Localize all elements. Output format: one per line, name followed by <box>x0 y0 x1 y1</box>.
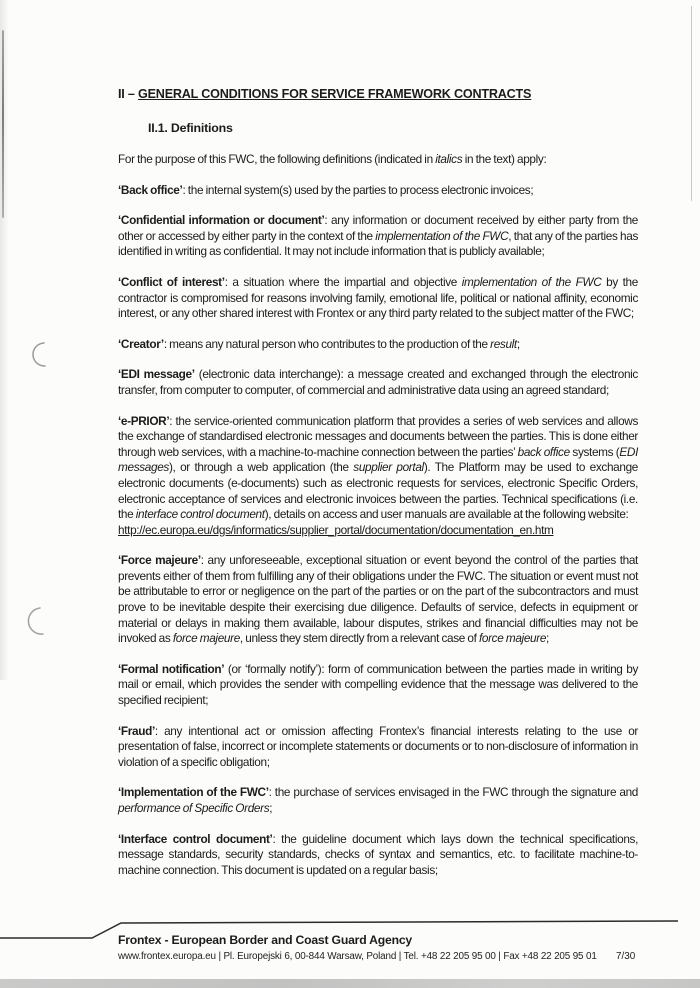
text-run: : the service-oriented communication platform that provides a series of web services and allows the exchange of standardised electronic messages and documents between the parties. This is done either through web services, with a machine-to-machine connection between the parties’ <box>118 413 638 459</box>
text-run: ‘Fraud’ <box>118 723 155 738</box>
definition-formal-notification <box>118 662 638 709</box>
definition-confidential-information <box>118 213 638 260</box>
text-run: force majeure <box>478 631 547 646</box>
document-body <box>118 152 638 878</box>
text-run: in the text) apply: <box>462 152 547 166</box>
definition-conflict-of-interest <box>118 275 638 322</box>
definition-intro <box>118 152 638 168</box>
text-run: ‘Interface control document’ <box>118 831 273 846</box>
text-run: : the purchase of services envisaged in the FWC through the signature and <box>268 785 638 800</box>
footer-agency-name: Frontex - European Border and Coast Guard Agency <box>118 933 413 947</box>
text-run: interface control document <box>135 507 265 522</box>
section-heading-number: II – <box>118 87 138 101</box>
footer-page-number: 7/30 <box>616 951 636 962</box>
text-run: performance of Specific Orders <box>118 801 270 815</box>
text-run: by the contractor is compromised for reasons involving family, emotional life, political or national affinity, economic interest, or any other shared interest with Frontex or any third party related to the subject matter of the FWC; <box>118 274 638 321</box>
text-run: , unless they stem directly from a relevant case of <box>239 631 479 646</box>
text-run: force majeure <box>172 631 240 646</box>
text-run: , that any of the parties has identified in writing as confidential. It may not include information that is publicly available; <box>118 228 639 259</box>
text-run: EDI messages <box>118 444 638 475</box>
definition-creator <box>118 337 638 353</box>
text-run: : the guideline document which lays down the technical specifications, message standards, security standards, checks of syntax and semantics, etc. to facilitate machine-to-machine connection. This document is updated on a regular basis; <box>118 831 639 877</box>
text-run: ‘e-PRIOR’ <box>118 413 170 428</box>
text-run: implementation of the FWC <box>375 228 509 243</box>
bottom-scan-edge <box>0 979 700 988</box>
text-run: : any information or document received by either party from the other or accessed by either party in the context of the <box>118 213 638 243</box>
text-run: systems ( <box>569 444 620 459</box>
right-edge-scan-artifact <box>691 6 692 201</box>
text-run: : any unforeseeable, exceptional situation or event beyond the control of the parties that prevents either of them from fulfilling any of their obligations under the FWC. The situation or event must not be attributable to error or negligence on the part of the parties or on the part of the subcontractors and must prove to be inevitable despite their exercising due diligence. Defaults of service, defects in equipment or material or delays in making them available, labour disputes, strikes and financial difficulties may not be invoked as <box>118 553 638 646</box>
text-run: : the internal system(s) used by the parties to process electronic invoices; <box>182 182 534 197</box>
document-content <box>118 0 638 893</box>
footer-contact-line: www.frontex.europa.eu | Pl. Europejski 6, 00-844 Warsaw, Poland | Tel. +48 22 205 95 00 | Fax +48 22 205 95 01 <box>118 951 597 962</box>
definition-back-office <box>118 183 638 199</box>
definition-fraud <box>118 724 638 771</box>
text-run: : a situation where the impartial and objective <box>224 274 462 289</box>
punch-hole-mark-bottom <box>16 603 50 643</box>
text-run: ; <box>269 801 273 815</box>
definition-force-majeure <box>118 553 638 647</box>
text-run: italics <box>435 152 463 166</box>
definition-implementation-fwc <box>118 785 638 816</box>
text-run: ; <box>546 631 549 646</box>
text-run: ). The Platform may be used to exchange electronic documents (e-documents) such as electronic requests for services, electronic Specific Orders, electronic acceptance of services and electronic invoices between the parties. Technical specifications (i.e. the <box>118 460 639 522</box>
text-run: ‘Creator’ <box>118 336 164 351</box>
definition-interface-control-document <box>118 832 638 879</box>
text-run: ‘Formal notification’ <box>118 661 225 676</box>
text-run: ‘Force majeure’ <box>118 553 201 568</box>
text-run: ‘Confidential information or document’ <box>118 213 325 228</box>
definition-e-prior <box>118 414 638 539</box>
punch-hole-mark-top <box>20 337 52 373</box>
text-run: (or ‘formally notify’): form of communication between the parties made in writing by mail or email, which provides the sender with compelling evidence that the message was delivered to the specified recipient; <box>118 661 638 708</box>
text-run: : means any natural person who contributes to the production of the <box>163 336 491 351</box>
section-heading-title: GENERAL CONDITIONS FOR SERVICE FRAMEWORK CONTRACTS <box>138 87 532 101</box>
text-run: ‘Back office’ <box>118 182 183 197</box>
text-run: result <box>490 336 517 351</box>
text-run: : any intentional act or omission affecting Frontex’s financial interests relating to the use or presentation of false, incorrect or incomplete statements or documents or to non-disclosure of information in violation of a specific obligation; <box>118 723 638 769</box>
documentation-link: http://ec.europa.eu/dgs/informatics/supplier_portal/documentation/documentation_en.htm <box>118 522 554 537</box>
text-run: back office <box>517 444 570 459</box>
text-run: ‘Conflict of interest’ <box>118 274 225 289</box>
subsection-heading: II.1. Definitions <box>148 121 233 135</box>
left-edge-scan-artifact <box>2 30 4 218</box>
text-run: For the purpose of this FWC, the following definitions (indicated in <box>118 152 436 166</box>
definition-edi-message <box>118 367 638 398</box>
text-run: ; <box>516 336 520 351</box>
text-run: ), or through a web application (the <box>168 460 354 475</box>
text-run: ), details on access and user manuals are available at the following website: <box>264 507 629 522</box>
section-heading <box>118 87 638 101</box>
text-run: ‘Implementation of the FWC’ <box>118 785 269 800</box>
text-run: (electronic data interchange): a message created and exchanged through the electronic transfer, from computer to computer, of commercial and administrative data using an agreed standard; <box>118 367 638 397</box>
text-run: ‘EDI message’ <box>118 367 195 382</box>
text-run: supplier portal <box>353 460 424 475</box>
text-run: implementation of the FWC <box>461 274 602 289</box>
